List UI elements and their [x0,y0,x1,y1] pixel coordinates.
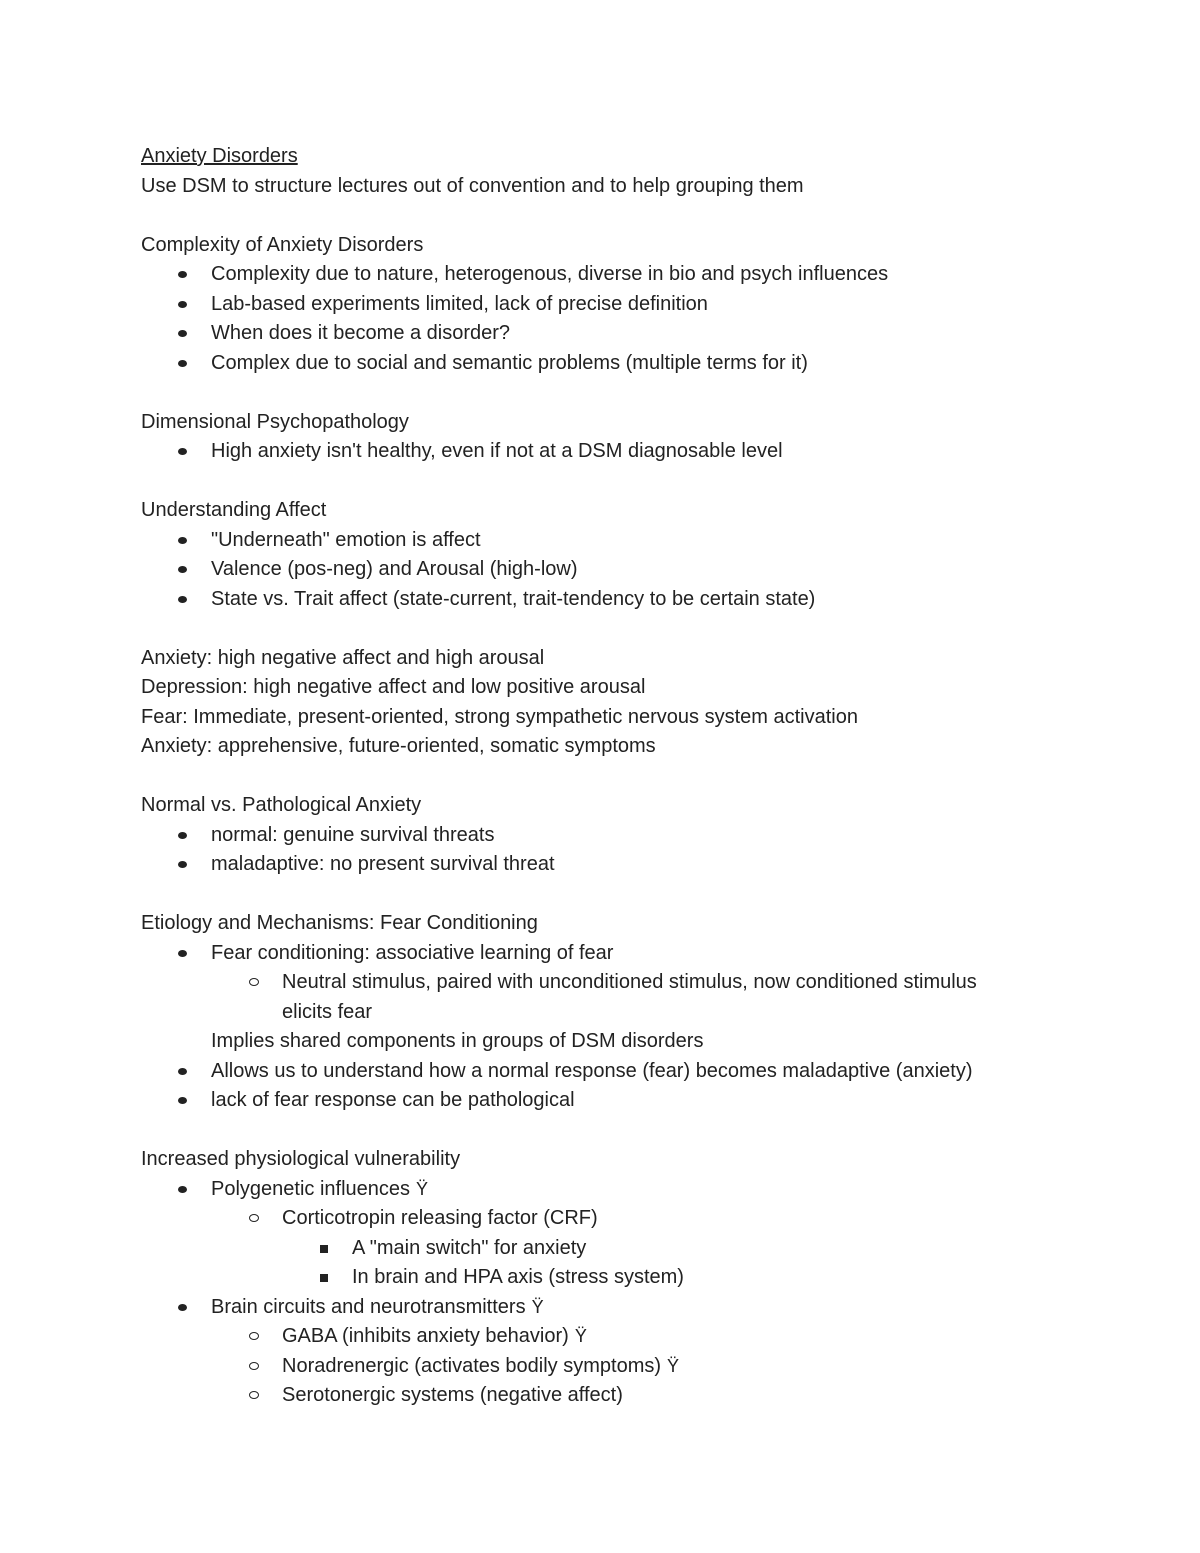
bullet-disc-icon [178,1186,187,1193]
bullet-disc-icon [178,360,187,367]
definition-line: Depression: high negative affect and low positive arousal [141,676,646,698]
section-heading-dimensional: Dimensional Psychopathology [141,410,409,433]
bullet-disc-icon [178,1304,187,1311]
indented-note: Implies shared components in groups of DSM disorders [211,1030,704,1052]
list-item: State vs. Trait affect (state-current, trait-tendency to be certain state) [141,585,1101,615]
bullet-disc-icon [178,448,187,455]
bullet-disc-icon [178,1097,187,1104]
bullet-disc-icon [178,301,187,308]
list-item: Lab-based experiments limited, lack of precise definition [141,290,1101,320]
list-item: "Underneath" emotion is affect [141,526,1101,556]
arrow-glyph-icon: Ÿ [574,1326,587,1346]
section-heading-etiology: Etiology and Mechanisms: Fear Conditioning [141,912,538,934]
bullet-disc-icon [178,596,187,603]
list-item: Fear conditioning: associative learning of fear [141,939,1101,969]
arrow-glyph-icon: Ÿ [416,1178,429,1199]
sub-list-item: Corticotropin releasing factor (CRF) [141,1204,1101,1234]
list-item: normal: genuine survival threats [141,821,1101,851]
bullet-disc-icon [178,832,187,839]
bullet-circle-icon [249,1332,259,1340]
sub-list-item: GABA (inhibits anxiety behavior) Ÿ [141,1322,1101,1352]
arrow-glyph-icon: Ÿ [667,1355,680,1376]
section-heading-complexity: Complexity of Anxiety Disorders [141,233,424,256]
bullet-disc-icon [178,861,187,868]
intro-text: Use DSM to structure lectures out of convention and to help grouping them [141,174,804,197]
document-title: Anxiety Disorders [141,145,298,167]
list-item: Brain circuits and neurotransmitters Ÿ [141,1293,1101,1323]
sub-list-item-continued: elicits fear [282,1000,373,1023]
sub-list-item: Neutral stimulus, paired with unconditioned stimulus, now conditioned stimulus [141,968,1101,998]
section-heading-normal: Normal vs. Pathological Anxiety [141,794,422,816]
definition-line: Fear: Immediate, present-oriented, strong sympathetic nervous system activation [141,705,858,728]
sub-sub-list-item: A "main switch" for anxiety [141,1234,1101,1264]
definition-line: Anxiety: apprehensive, future-oriented, somatic symptoms [141,735,656,757]
list-item: Polygenetic influences Ÿ [141,1175,1101,1205]
list-item: High anxiety isn't healthy, even if not at a DSM diagnosable level [141,437,1101,467]
list-item: maladaptive: no present survival threat [141,850,1101,880]
list-item: Allows us to understand how a normal response (fear) becomes maladaptive (anxiety) [141,1057,1101,1087]
sub-list-item: Serotonergic systems (negative affect) [141,1381,1101,1411]
list-item: When does it become a disorder? [141,319,1101,349]
document-page [141,142,1101,1411]
bullet-circle-icon [249,1391,259,1399]
bullet-disc-icon [178,1068,187,1075]
list-item: Complex due to social and semantic problems (multiple terms for it) [141,349,1101,379]
bullet-square-icon [320,1245,328,1253]
definition-line: Anxiety: high negative affect and high arousal [141,646,545,669]
list-item: lack of fear response can be pathological [141,1086,1101,1116]
bullet-disc-icon [178,271,187,278]
section-heading-vulnerability: Increased physiological vulnerability [141,1148,461,1170]
sub-sub-list-item: In brain and HPA axis (stress system) [141,1263,1101,1293]
bullet-circle-icon [249,1214,259,1222]
section-heading-affect: Understanding Affect [141,499,327,521]
arrow-glyph-icon: Ÿ [531,1296,544,1317]
bullet-circle-icon [249,1362,259,1370]
bullet-disc-icon [178,537,187,544]
sub-list-item: Noradrenergic (activates bodily symptoms) Ÿ [141,1352,1101,1382]
bullet-square-icon [320,1274,328,1282]
bullet-disc-icon [178,330,187,337]
list-item: Valence (pos-neg) and Arousal (high-low) [141,555,1101,585]
list-item: Complexity due to nature, heterogenous, diverse in bio and psych influences [141,260,1101,290]
bullet-disc-icon [178,566,187,573]
bullet-circle-icon [249,978,259,986]
bullet-disc-icon [178,950,187,957]
